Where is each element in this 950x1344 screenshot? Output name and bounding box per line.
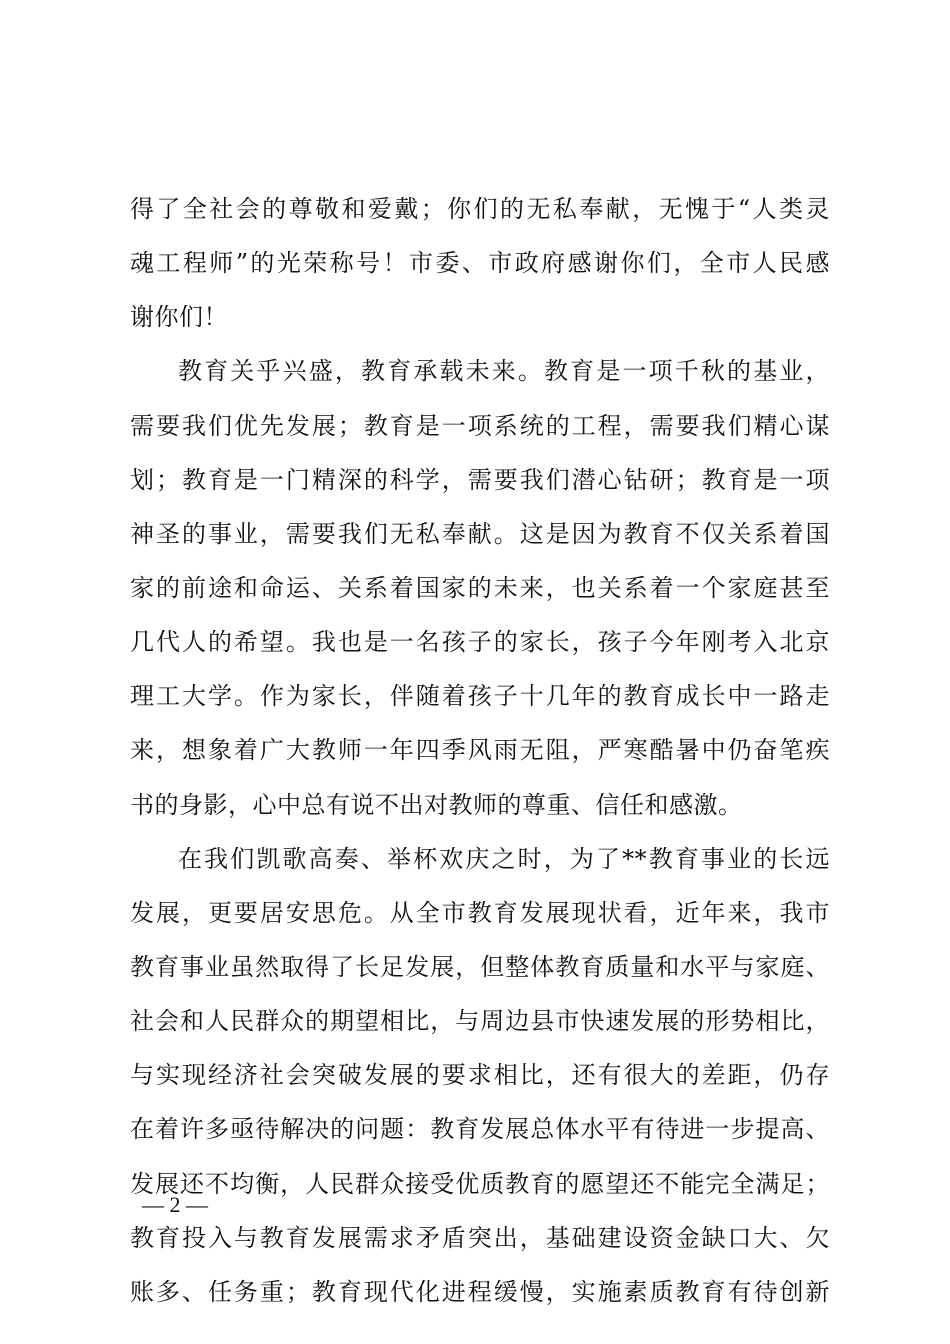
text-line: 谢你们！ [130, 303, 228, 332]
text-line: 发展还不均衡，人民群众接受优质教育的愿望还不能完全满足； [130, 1169, 830, 1198]
text-line: 教育事业虽然取得了长足发展，但整体教育质量和水平与家庭、 [130, 952, 830, 981]
text-line: 教育关乎兴盛，教育承载未来。教育是一项千秋的基业， [178, 357, 830, 386]
body-text [130, 182, 830, 1319]
text-line: 理工大学。作为家长，伴随着孩子十几年的教育成长中一路走 [130, 682, 830, 711]
text-line: 在着许多亟待解决的问题：教育发展总体水平有待进一步提高、 [130, 1115, 830, 1144]
text-line: 教育投入与教育发展需求矛盾突出，基础建设资金缺口大、欠 [130, 1223, 830, 1252]
text-line: 需要我们优先发展；教育是一项系统的工程，需要我们精心谋 [130, 411, 830, 440]
page-number: — 2 — [142, 1192, 208, 1217]
text-line: 神圣的事业，需要我们无私奉献。这是因为教育不仅关系着国 [130, 519, 830, 548]
text-line: 家的前途和命运、关系着国家的未来，也关系着一个家庭甚至 [130, 573, 830, 602]
text-line: 账多、任务重；教育现代化进程缓慢，实施素质教育有待创新 [130, 1277, 830, 1306]
text-line: 书的身影，心中总有说不出对教师的尊重、信任和感激。 [130, 790, 743, 819]
text-line: 划；教育是一门精深的科学，需要我们潜心钻研；教育是一项 [130, 465, 830, 494]
text-line: 来，想象着广大教师一年四季风雨无阻，严寒酷暑中仍奋笔疾 [130, 736, 830, 765]
text-line: 得了全社会的尊敬和爱戴；你们的无私奉献，无愧于“人类灵 [130, 195, 830, 223]
text-line: 社会和人民群众的期望相比，与周边县市快速发展的形势相比， [130, 1007, 830, 1036]
text-line: 与实现经济社会突破发展的要求相比，还有很大的差距，仍存 [130, 1061, 830, 1090]
text-line: 在我们凯歌高奏、举杯欢庆之时，为了**教育事业的长远 [178, 844, 830, 873]
text-line: 魂工程师”的光荣称号！市委、市政府感谢你们，全市人民感 [130, 249, 830, 278]
text-line: 几代人的希望。我也是一名孩子的家长，孩子今年刚考入北京 [130, 628, 830, 657]
text-line: 发展，更要居安思危。从全市教育发展现状看，近年来，我市 [130, 898, 830, 927]
